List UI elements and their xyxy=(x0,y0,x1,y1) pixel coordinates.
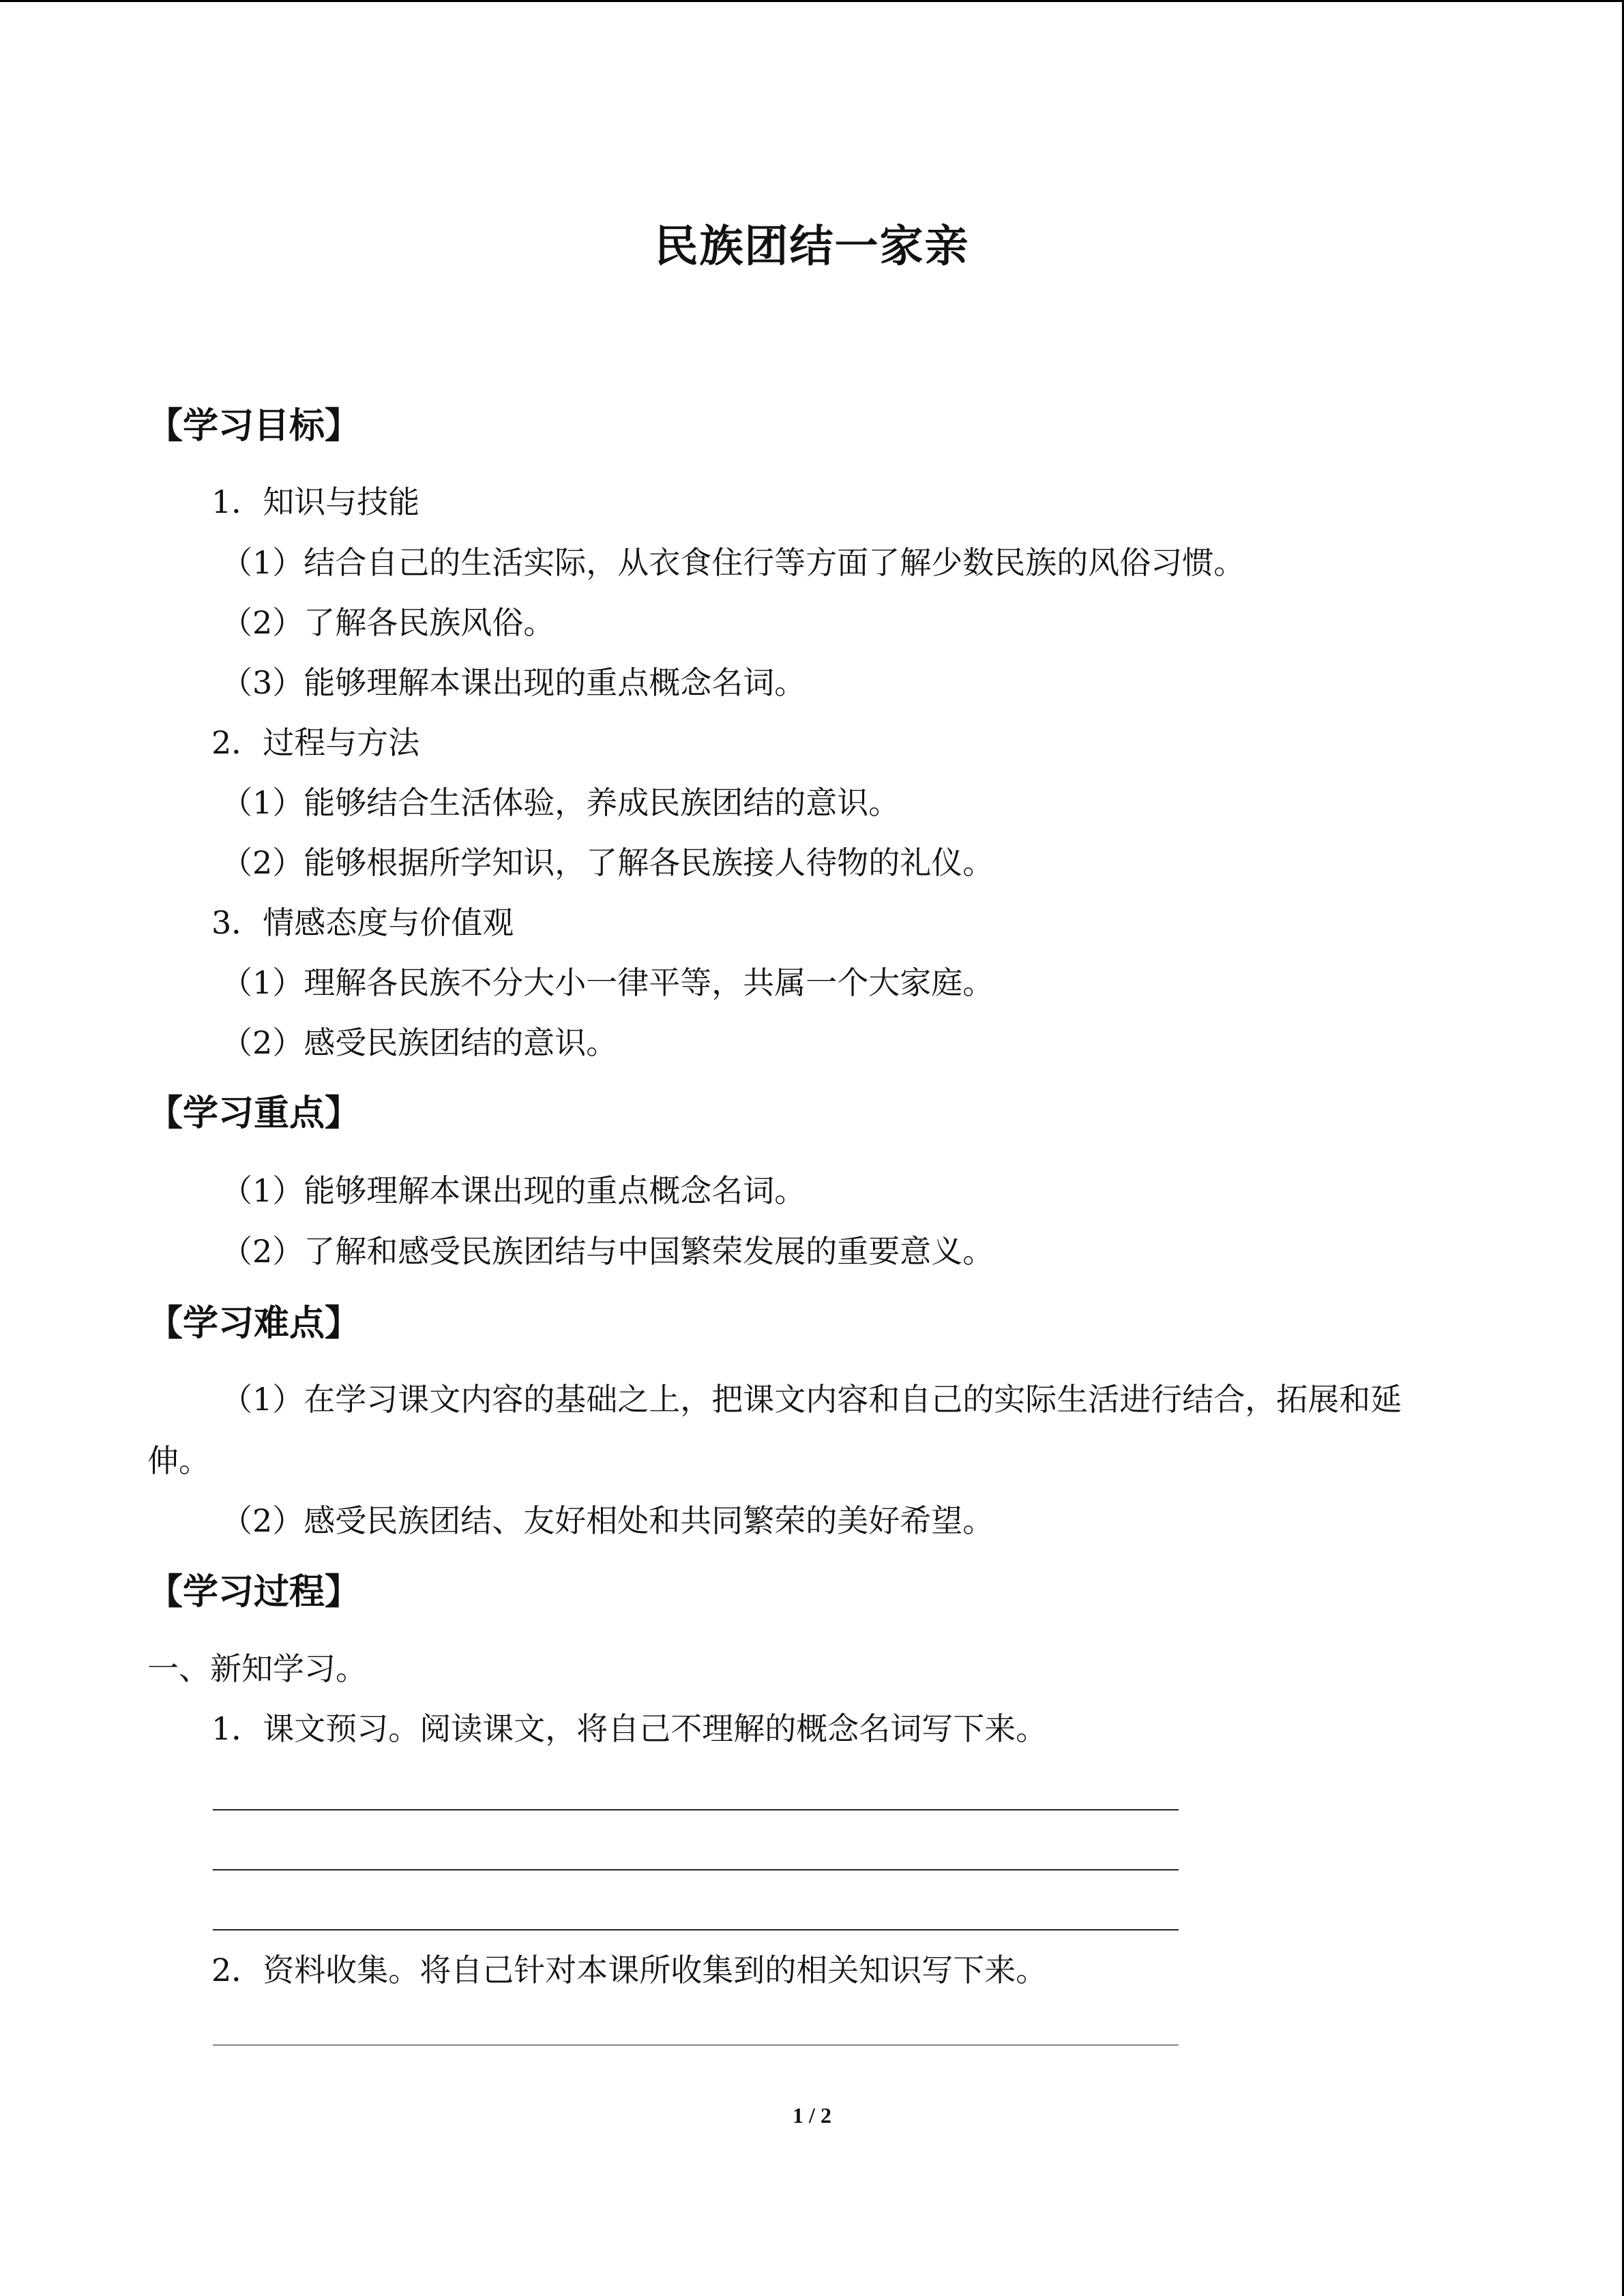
objective-emotion-item-2: （2）感受民族团结的意识。 xyxy=(221,1024,618,1061)
process-heading: 【学习过程】 xyxy=(147,1571,361,1613)
page-number: 1 / 2 xyxy=(793,2103,831,2128)
difficulty-item-2: （2）感受民族团结、友好相处和共同繁荣的美好希望。 xyxy=(221,1502,994,1539)
answer-line-1[interactable] xyxy=(213,1809,1179,1810)
difficulty-item-1: （1）在学习课文内容的基础之上，把课文内容和自己的实际生活进行结合，拓展和延 xyxy=(221,1381,1402,1418)
answer-line-2[interactable] xyxy=(213,1869,1179,1870)
objective-process-item-1: （1）能够结合生活体验，养成民族团结的意识。 xyxy=(221,784,900,821)
process-question-2: 2．资料收集。将自己针对本课所收集到的相关知识写下来。 xyxy=(211,1952,1048,1988)
objective-knowledge-item-2: （2）了解各民族风俗。 xyxy=(221,604,555,641)
difficulties-heading: 【学习难点】 xyxy=(147,1302,361,1344)
process-part-1: 一、新知学习。 xyxy=(147,1650,367,1687)
key-point-item-2: （2）了解和感受民族团结与中国繁荣发展的重要意义。 xyxy=(221,1233,994,1270)
objective-knowledge-item-1: （1）结合自己的生活实际，从衣食住行等方面了解少数民族的风俗习惯。 xyxy=(221,544,1245,581)
objective-emotion-item-1: （1）理解各民族不分大小一律平等，共属一个大家庭。 xyxy=(221,964,994,1001)
key-points-heading: 【学习重点】 xyxy=(147,1092,361,1134)
objectives-heading: 【学习目标】 xyxy=(147,405,361,447)
objective-knowledge-item-3: （3）能够理解本课出现的重点概念名词。 xyxy=(221,664,806,701)
objective-process-title: 2．过程与方法 xyxy=(211,724,420,761)
key-point-item-1: （1）能够理解本课出现的重点概念名词。 xyxy=(221,1172,806,1209)
objective-process-item-2: （2）能够根据所学知识，了解各民族接人待物的礼仪。 xyxy=(221,844,994,881)
difficulty-item-1-continued: 伸。 xyxy=(147,1442,210,1479)
answer-line-3[interactable] xyxy=(213,1929,1179,1930)
objective-emotion-title: 3．情感态度与价值观 xyxy=(211,904,514,941)
page-top-border xyxy=(0,0,1624,2)
answer-line-4[interactable] xyxy=(213,2044,1179,2046)
page-title: 民族团结一家亲 xyxy=(654,221,970,272)
objective-knowledge-title: 1．知识与技能 xyxy=(211,483,420,520)
process-question-1: 1．课文预习。阅读课文，将自己不理解的概念名词写下来。 xyxy=(211,1710,1048,1747)
